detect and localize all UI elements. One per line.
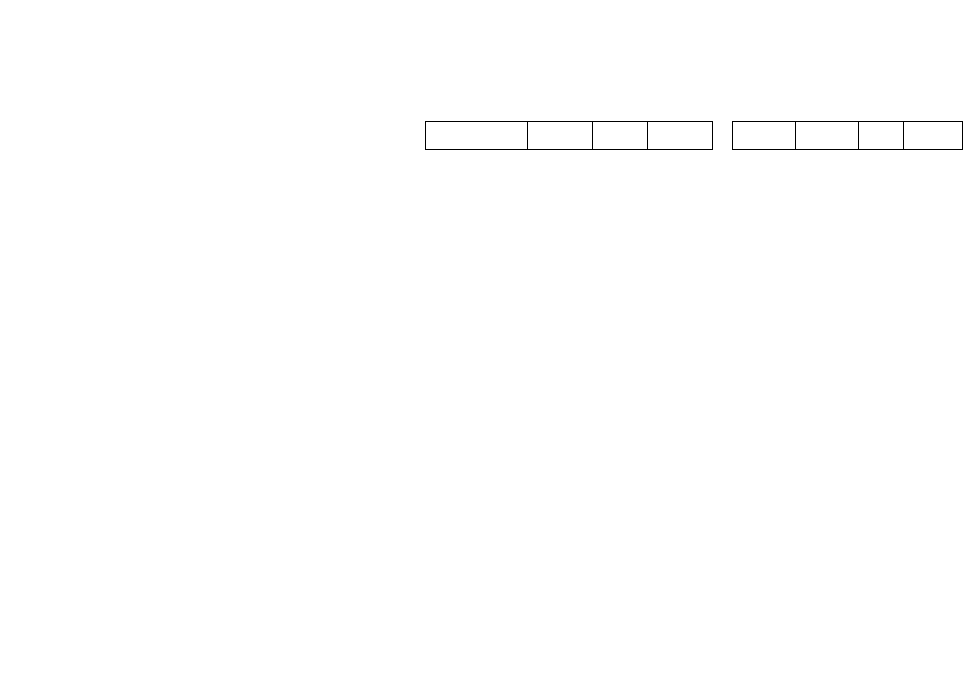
section-overview [6, 97, 416, 108]
use-table [425, 121, 713, 150]
col-cum [904, 122, 963, 150]
header-blank [426, 122, 528, 150]
col-yoy [859, 122, 904, 150]
col-yoy [593, 122, 648, 150]
header-blank [733, 122, 796, 150]
industry-table [732, 121, 963, 150]
col-actual [528, 122, 593, 150]
col-actual [796, 122, 859, 150]
col-cum [648, 122, 713, 150]
